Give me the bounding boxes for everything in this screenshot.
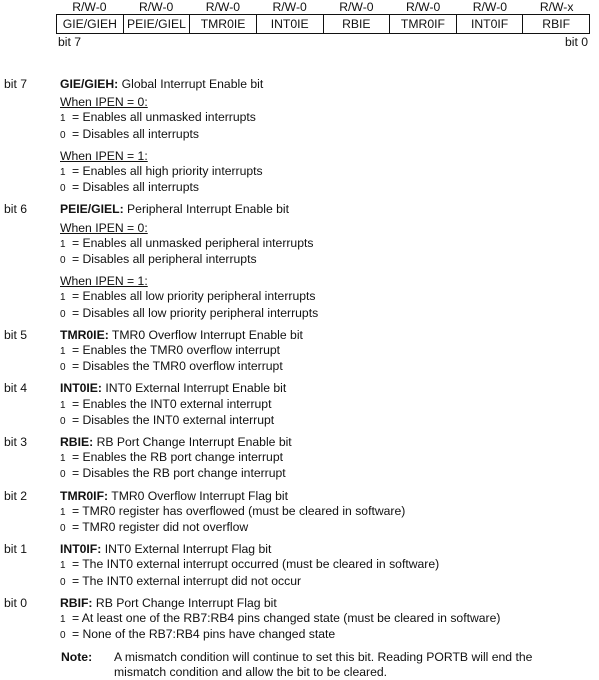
bit-title: [60, 435, 599, 450]
bit-body: [60, 77, 599, 196]
value-meaning: = None of the RB7:RB4 pins have changed state: [68, 627, 336, 642]
bit-value: 1: [60, 346, 66, 358]
bit-value: 0: [60, 183, 66, 195]
value-description: [60, 574, 599, 590]
bit-value: 0: [60, 308, 66, 320]
bit-field-title: Peripheral Interrupt Enable bit: [123, 202, 289, 217]
bit-field-title: TMR0 Overflow Interrupt Enable bit: [108, 327, 303, 342]
value-description: [60, 557, 599, 573]
condition-heading: When IPEN = 0:: [60, 95, 148, 110]
value-description: [60, 164, 599, 180]
value-description: [60, 289, 599, 305]
bit-value: 1: [60, 167, 66, 179]
bit-field-name: GIE/GIEH:: [60, 77, 119, 91]
bit-title: [60, 542, 599, 557]
value-meaning: = Disables all interrupts: [68, 180, 199, 195]
value-description: [60, 504, 599, 520]
bit-name-cell: PEIE/GIEL: [124, 15, 191, 33]
value-meaning: = The INT0 external interrupt occurred (must be cleared in software): [68, 557, 440, 572]
register-diagram: [56, 0, 590, 50]
bit-field-name: TMR0IE:: [60, 327, 109, 342]
access-cell: R/W-0: [472, 0, 508, 14]
bit-name-cell: TMR0IE: [190, 15, 257, 33]
note-section: [0, 650, 599, 680]
access-cell: R/W-0: [72, 0, 107, 14]
bit-value: 0: [60, 630, 66, 642]
bit-value: 1: [60, 292, 66, 304]
bit-field-title: INT0 External Interrupt Flag bit: [101, 542, 272, 557]
bit-value: 1: [60, 238, 66, 250]
bit-number-label: bit 4: [4, 381, 28, 396]
value-description: [60, 236, 599, 252]
bit-body: [60, 381, 599, 429]
bit-description: [0, 435, 599, 483]
value-description: [60, 110, 599, 126]
bit-description: [0, 381, 599, 429]
bit-name-row: [56, 14, 590, 34]
bit-name-cell: INT0IE: [257, 15, 324, 33]
value-description: [60, 343, 599, 359]
value-meaning: = Disables the TMR0 overflow interrupt: [68, 359, 283, 374]
bit-body: [60, 435, 599, 483]
bit-body: [60, 202, 599, 321]
bit-body: [60, 489, 599, 537]
access-cell: R/W-0: [405, 0, 441, 14]
bit-description: [0, 542, 599, 590]
value-description: [60, 450, 599, 466]
bit-value: 0: [60, 129, 66, 141]
value-meaning: = Disables all interrupts: [68, 126, 199, 141]
bit-number-label: bit 3: [4, 435, 28, 450]
value-meaning: = Disables the INT0 external interrupt: [68, 412, 275, 427]
access-row: [56, 0, 590, 14]
bit-number-label: bit 5: [4, 327, 28, 342]
value-description: [60, 180, 599, 196]
bit-value: 1: [60, 399, 66, 411]
bit-value: 1: [60, 506, 66, 518]
value-meaning: = Enables the TMR0 overflow interrupt: [68, 343, 281, 358]
value-description: [60, 397, 599, 413]
bit-title: [60, 328, 599, 343]
bit-field-name: PEIE/GIEL:: [60, 202, 124, 217]
condition-heading: When IPEN = 0:: [60, 220, 148, 235]
bit-value: 0: [60, 415, 66, 427]
access-cell: R/W-x: [539, 0, 574, 14]
value-description: [60, 359, 599, 375]
value-meaning: = At least one of the RB7:RB4 pins changed state (must be cleared in software): [68, 611, 501, 626]
bit-description: [0, 596, 599, 644]
bit-name-cell: RBIE: [324, 15, 391, 33]
bit-field-name: RBIF:: [60, 595, 93, 610]
bit-field-name: INT0IE:: [60, 381, 102, 396]
bit-field-title: RB Port Change Interrupt Flag bit: [92, 595, 277, 610]
value-meaning: = Disables all low priority peripheral interrupts: [68, 305, 319, 320]
bit-title: [60, 77, 599, 92]
bit-number-label: bit 2: [4, 488, 28, 503]
bit-name-cell: TMR0IF: [390, 15, 457, 33]
value-meaning: = TMR0 register has overflowed (must be cleared in software): [68, 503, 406, 518]
bit-field-title: INT0 External Interrupt Enable bit: [101, 381, 287, 396]
value-meaning: = Enables all low priority peripheral interrupts: [68, 289, 316, 304]
bit-name-cell: INT0IF: [457, 15, 524, 33]
access-cell: R/W-0: [138, 0, 174, 14]
value-meaning: = The INT0 external interrupt did not occur: [68, 573, 302, 588]
value-description: [60, 627, 599, 643]
bit-value: 1: [60, 614, 66, 626]
bit-title: [60, 381, 599, 396]
bit-range-labels: [56, 34, 590, 50]
bit-name-cell: GIE/GIEH: [57, 15, 124, 33]
bit-title: [60, 489, 599, 504]
note-text: A mismatch condition will continue to set this bit. Reading PORTB will end the mismatch condition and allow the bit to be cleared.: [114, 649, 533, 679]
value-meaning: = TMR0 register did not overflow: [68, 520, 249, 535]
bit-description: [0, 77, 599, 196]
condition-heading: When IPEN = 1:: [60, 148, 148, 163]
bit-description: [0, 328, 599, 376]
condition-heading: When IPEN = 1:: [60, 274, 148, 289]
bit-value: 0: [60, 469, 66, 481]
value-meaning: = Enables all unmasked peripheral interrupts: [68, 235, 314, 250]
bit-title: [60, 202, 599, 217]
bit-body: [60, 328, 599, 376]
bit-field-title: RB Port Change Interrupt Enable bit: [93, 435, 292, 450]
access-cell: R/W-0: [339, 0, 374, 14]
bit-value: 0: [60, 523, 66, 535]
access-cell: R/W-0: [272, 0, 307, 14]
value-meaning: = Enables all unmasked interrupts: [68, 110, 256, 125]
bit-body: [60, 596, 599, 644]
value-description: [60, 306, 599, 322]
value-meaning: = Enables all high priority interrupts: [68, 164, 263, 179]
bit-field-name: INT0IF:: [60, 542, 102, 557]
value-meaning: = Disables all peripheral interrupts: [68, 252, 257, 267]
msb-label: bit 7: [58, 35, 82, 49]
bit-value: 0: [60, 255, 66, 267]
bit-number-label: bit 6: [4, 202, 28, 217]
value-description: [60, 520, 599, 536]
bit-field-name: RBIE:: [60, 435, 94, 450]
value-description: [60, 466, 599, 482]
lsb-label: bit 0: [564, 35, 588, 49]
bit-value: 1: [60, 560, 66, 572]
value-description: [60, 413, 599, 429]
access-cell: R/W-0: [205, 0, 241, 14]
value-meaning: = Enables the RB port change interrupt: [68, 450, 283, 465]
value-meaning: = Disables the RB port change interrupt: [68, 466, 286, 481]
bit-number-label: bit 7: [4, 77, 28, 91]
bit-description: [0, 202, 599, 321]
bit-field-title: TMR0 Overflow Interrupt Flag bit: [108, 488, 289, 503]
value-description: [60, 252, 599, 268]
bit-description: [0, 489, 599, 537]
bit-value: 1: [60, 453, 66, 465]
bit-body: [60, 542, 599, 590]
note-label: Note:: [61, 649, 93, 664]
bit-value: 1: [60, 113, 66, 125]
bit-value: 0: [60, 576, 66, 588]
bit-number-label: bit 0: [4, 595, 28, 610]
bit-value: 0: [60, 362, 66, 374]
bit-number-label: bit 1: [4, 542, 28, 557]
bit-name-cell: RBIF: [523, 15, 590, 33]
bit-descriptions: [0, 77, 599, 680]
value-description: [60, 127, 599, 143]
bit-field-name: TMR0IF:: [60, 488, 109, 503]
value-description: [60, 611, 599, 627]
bit-field-title: Global Interrupt Enable bit: [118, 77, 264, 91]
bit-title: [60, 596, 599, 611]
value-meaning: = Enables the INT0 external interrupt: [68, 396, 272, 411]
